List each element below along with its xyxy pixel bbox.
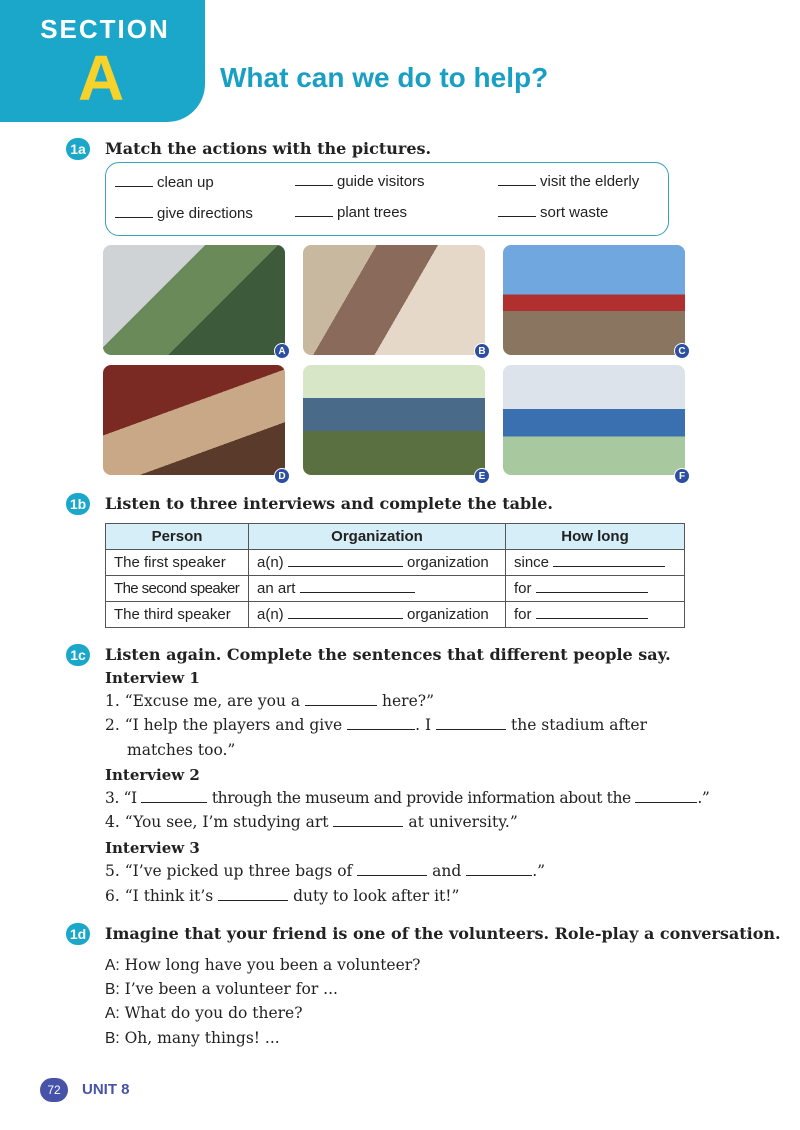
photo-f xyxy=(503,365,685,475)
interview-heading: Interview 3 xyxy=(105,839,200,857)
section-word: SECTION xyxy=(40,14,170,44)
option: visit the elderly xyxy=(498,173,639,190)
interview-heading: Interview 1 xyxy=(105,669,200,687)
photo-label: F xyxy=(674,468,690,484)
option: plant trees xyxy=(295,204,407,221)
option: guide visitors xyxy=(295,173,425,190)
dialogue-line: A: How long have you been a volunteer? xyxy=(105,956,421,974)
dialogue-line: B: Oh, many things! ... xyxy=(105,1029,280,1047)
photo-label: E xyxy=(474,468,490,484)
photo-d xyxy=(103,365,285,475)
sentence: 1. “Excuse me, are you a here?” xyxy=(105,692,434,710)
table-header: How long xyxy=(506,524,685,550)
section-letter: A xyxy=(78,42,125,114)
page-number: 72 xyxy=(40,1078,68,1102)
unit-label: UNIT 8 xyxy=(82,1081,130,1098)
exercise-badge-1a: 1a xyxy=(66,138,90,160)
exercise-badge-1c: 1c xyxy=(66,644,90,666)
photo-a xyxy=(103,245,285,355)
photo-label: D xyxy=(274,468,290,484)
sentence: matches too.” xyxy=(127,741,236,759)
sentence: 5. “I’ve picked up three bags of and .” xyxy=(105,862,546,880)
instruction-1a: Match the actions with the pictures. xyxy=(105,139,432,158)
photo-b xyxy=(303,245,485,355)
speaker-table xyxy=(105,523,685,628)
interview-heading: Interview 2 xyxy=(105,766,200,784)
photo-e xyxy=(303,365,485,475)
table-row: The third speaker a(n) organization for xyxy=(106,602,685,628)
table-row: The second speaker an art for xyxy=(106,576,685,602)
page-title: What can we do to help? xyxy=(220,62,549,93)
photo-label: B xyxy=(474,343,490,359)
instruction-1b: Listen to three interviews and complete the table. xyxy=(105,494,553,513)
table-header: Organization xyxy=(249,524,506,550)
sentence: 6. “I think it’s duty to look after it!” xyxy=(105,887,460,905)
option: give directions xyxy=(115,205,253,222)
sentence: 3. “I through the museum and provide information about the .” xyxy=(105,789,710,807)
option: sort waste xyxy=(498,204,608,221)
instruction-1d: Imagine that your friend is one of the volunteers. Role-play a conversation. xyxy=(105,924,781,943)
instruction-1c: Listen again. Complete the sentences that different people say. xyxy=(105,645,671,664)
exercise-badge-1d: 1d xyxy=(66,923,90,945)
photo-label: C xyxy=(674,343,690,359)
dialogue-line: A: What do you do there? xyxy=(105,1004,303,1022)
sentence: 2. “I help the players and give . I the stadium after xyxy=(105,716,647,734)
dialogue-line: B: I’ve been a volunteer for ... xyxy=(105,980,338,998)
option: clean up xyxy=(115,174,214,191)
table-row: The first speaker a(n) organization since xyxy=(106,550,685,576)
table-header: Person xyxy=(106,524,249,550)
photo-c xyxy=(503,245,685,355)
exercise-badge-1b: 1b xyxy=(66,493,90,515)
photo-label: A xyxy=(274,343,290,359)
sentence: 4. “You see, I’m studying art at university.” xyxy=(105,813,518,831)
